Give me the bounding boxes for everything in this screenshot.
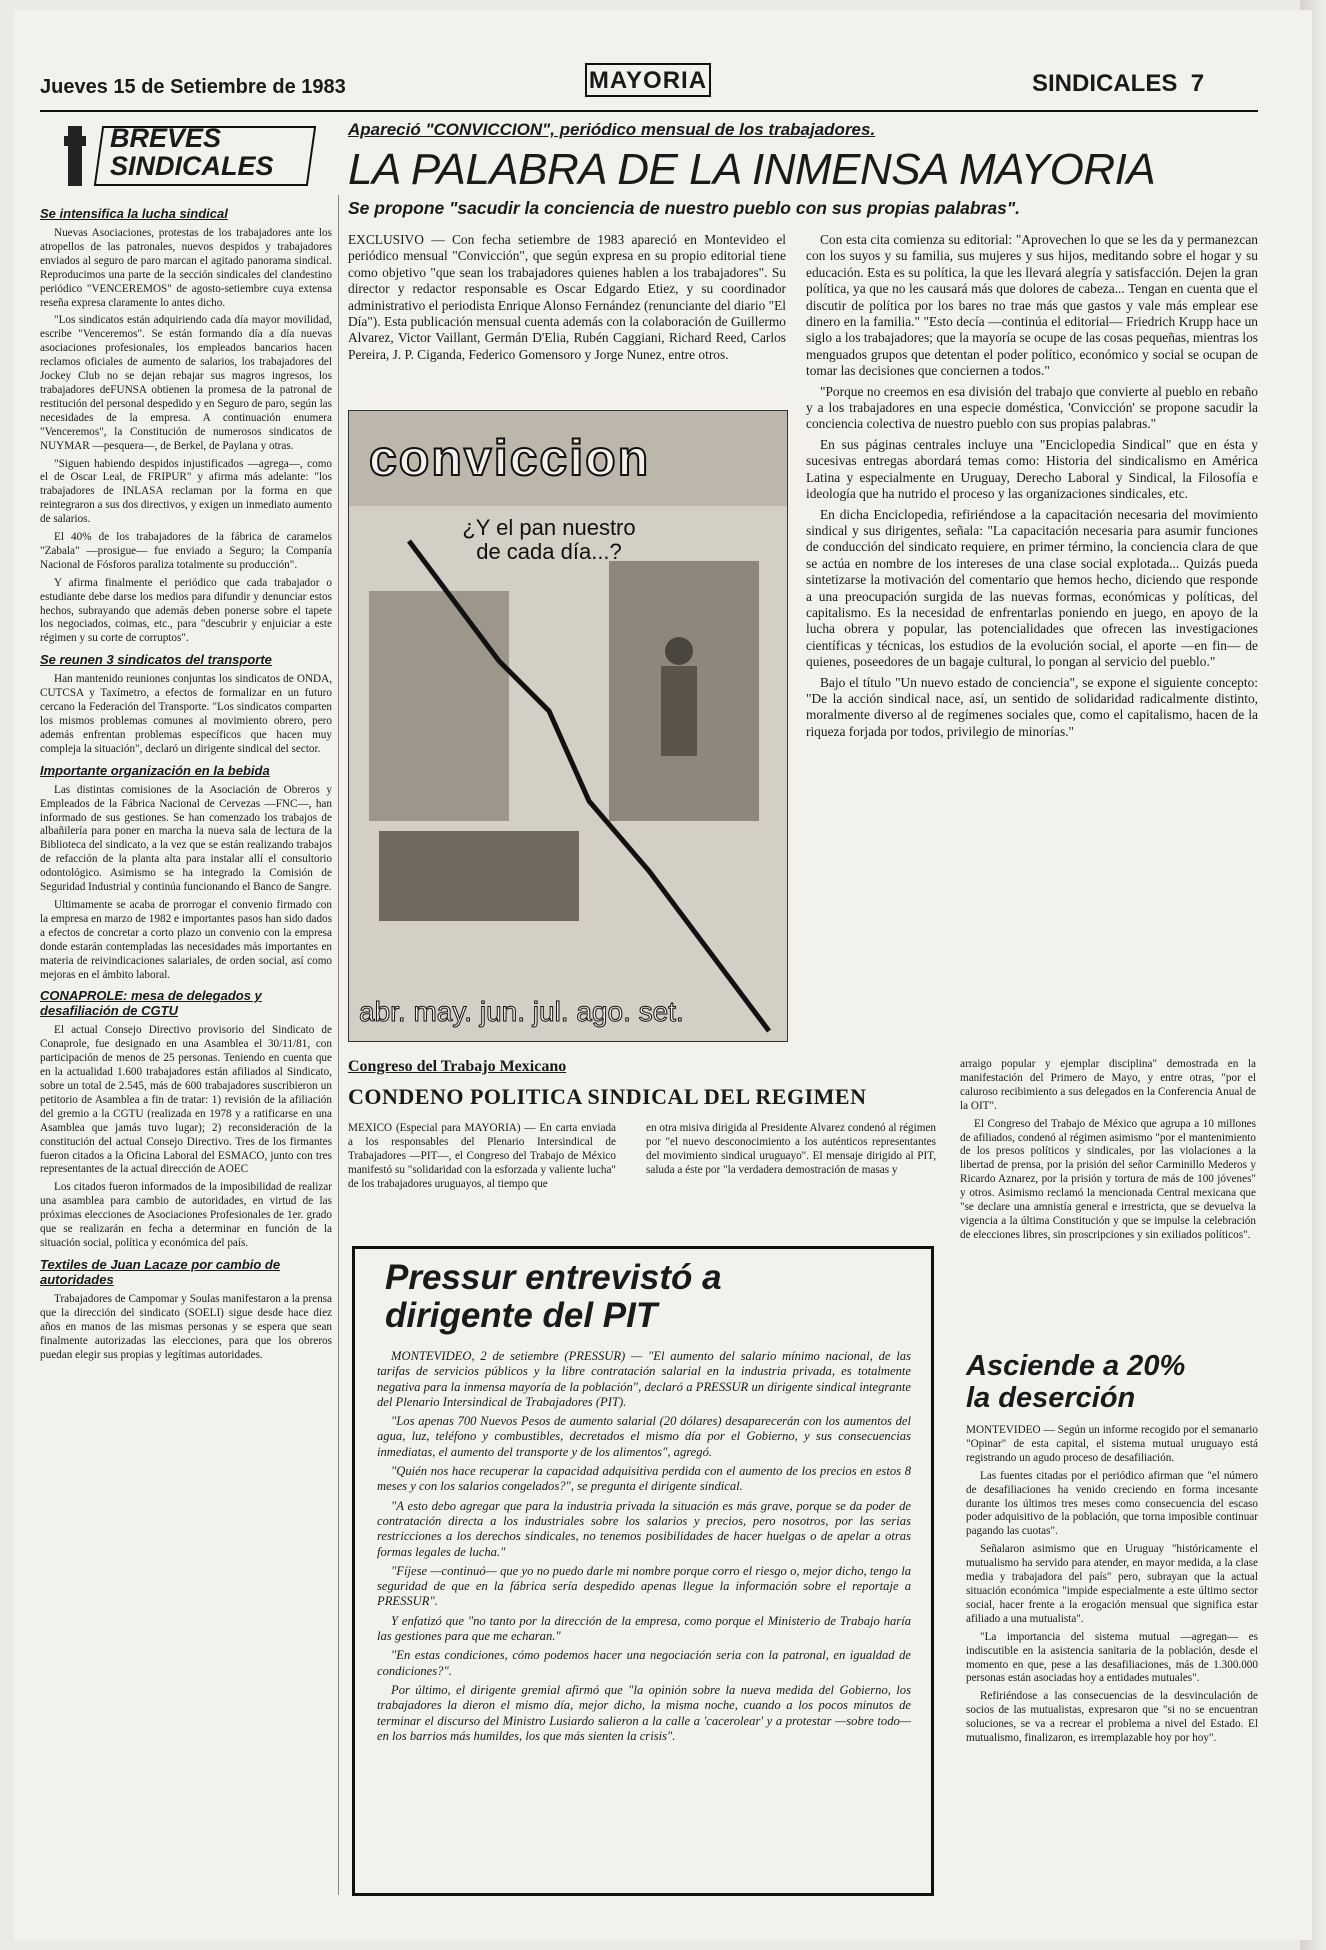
breves-paragraph: Y afirma finalmente el periódico que cada trabajador o estudiante debe darse los medios para difundir y denunciar estos hechos, subrayando que además deben ponerse sobre el tapete los negociados, coimas, etc., para "descubrir y enjuiciar a este régimen y su corte de corruptos". — [40, 576, 332, 645]
pressur-paragraph: "En estas condiciones, cómo podemos hacer una negociación seria con la patronal, en igualdad de condiciones?". — [377, 1648, 911, 1678]
article-paragraph: Bajo el título "Un nuevo estado de conciencia", se expone el siguiente concepto: "De la acción sindical nace, así, un sentido de solidaridad radicalmente distinto, moralmente diverso al de regímenes sociales que, como el capitalismo, hacen de la riqueza forjada por todos, privilegio de minorías." — [806, 674, 1258, 739]
breves-paragraph: Los citados fueron informados de la imposibilidad de realizar una asamblea para cambio de autoridades, en virtud de las próximas elecciones de Asociaciones Profesionales de 1er. grado que se realizarán en fecha a determinar en función de la situación social, política y económica del país. — [40, 1181, 332, 1249]
article-deck: Se propone "sacudir la conciencia de nuestro pueblo con sus propias palabras". — [348, 198, 1021, 218]
breves-heading: Importante organización en la bebida — [40, 762, 270, 778]
breves-title-2: SINDICALES — [110, 151, 274, 181]
header-rule — [40, 110, 1258, 112]
breves-paragraph: Trabajadores de Campomar y Soulas manifestaron a la prensa que la dirección del sindicato (SOELI) sigue desde hace diez años en manos de las mismas personas y se espera que sean finalmente autorizadas las elecciones, para que los obreros puedan elegir sus propias y legítimas autoridades. — [40, 1292, 332, 1361]
pressur-box — [352, 1246, 934, 1896]
congreso-col1 — [348, 1122, 616, 1196]
breves-paragraph: Nuevas Asociaciones, protestas de los trabajadores ante los atropellos de las patronales, nuevos despidos y trabajadores enviados al seguro de paro marcan el agitado panorama sindical. Reproducimos una parte de la sección sindicales del clandestino periódico "VENCEREMOS" de agosto-setiembre cuya extensa reseña expresa claramente lo antes dicho. — [40, 227, 332, 309]
cover-masthead: conviccion — [369, 430, 651, 486]
pressur-paragraph: Por último, el dirigente gremial afirmó que "la opinión sobre la nueva medida del Gobierno, los trabajadores la dieron el mismo día, mejor dicho, la misma noche, cuando a los pocos minutos de terminar el discurso del Ministro Lusiardo salieron a la calle a 'cacerolear' y a protestar —sobre todo— en los barrios más humildes, los que más sienten la crisis". — [377, 1682, 911, 1743]
article-paragraph: Con esta cita comienza su editorial: "Aprovechen lo que se les da y permanezcan con los suyos y su familia, sus mujeres y sus hijos, meditando sobre el hogar y su educación. Esta es su política, la que les llevará alegría y satisfacción. Dejen la gran política, ya que no les causará más que dolores de cabeza... Tengan en cuenta que el discutir de política por los bares no trae más que gastos y vale más emplear ese dinero en la familia." "Esto decía —continúa el editorial— Friedrich Krupp hace un siglo a los trabajadores; que la mayoría se ocupe de las cosas pequeñas, mientras los menguados grupos que detentan el poder político, económico y social se ocupan de tomar las decisiones que conciernen a todos." — [806, 232, 1258, 379]
pressur-paragraph: MONTEVIDEO, 2 de setiembre (PRESSUR) — "El aumento del salario mínimo nacional, de las tarifas de servicios públicos y la libre contratación salarial en la industria privada, es totalmente negativa para la inmensa mayoría de la población", declaró a PRESSUR un dirigente sindical integrante del Plenario Intersindical de Trabajadores (PIT). — [377, 1349, 911, 1409]
pressur-paragraph: "Fíjese —continuó— que yo no puedo darle mi nombre porque corro el riesgo o, mejor dicho, tengo la seguridad de que en la fábrica sería despedido apenas llegue la información sobre el reportaje a PRESSUR". — [377, 1563, 911, 1609]
pressur-headline-1: Pressur entrevistó a — [385, 1258, 722, 1297]
breves-heading: Se intensifica la lucha sindical — [40, 206, 228, 221]
breves-paragraph: El 40% de los trabajadores de la fábrica de caramelos "Zabala" —prosigue— fue enviado a Seguro; la Companía Nacional de Fósforos paraliza totalmente su producción". — [40, 531, 332, 571]
breves-heading: CONAPROLE: mesa de delegados y desafiliación de CGTU — [40, 988, 262, 1019]
article-lead — [348, 232, 786, 367]
pressur-paragraph: Y enfatizó que "no tanto por la dirección de la empresa, como porque el Ministerio de Trabajo haría las gestiones para que me echaran." — [377, 1613, 911, 1644]
breves-paragraph: Han mantenido reuniones conjuntas los sindicatos de ONDA, CUTCSA y Taxímetro, a efectos de formalizar en un futuro cercano la Federación del Transporte. "Los sindicatos comparten los mismos problemas comunes al movimiento obrero, pero además enfrentan problemas específicos que hacen muy compleja la situación", declaró un dirigente sindical del sector. — [40, 673, 332, 755]
breves-heading: Se reunen 3 sindicatos del transporte — [40, 652, 272, 668]
pressur-paragraph: "A esto debo agregar que para la industria privada la situación es más grave, porque se da poder de contratación directa a los industriales sobre los salarios y precios, pero nosotros, por las serias restricciones a los derechos sindicales, no tenemos posibilidades de hacer huelgas o de apelar a otras formas legales de lucha." — [377, 1498, 911, 1559]
breves-heading: Textiles de Juan Lacaze por cambio de autoridades — [40, 1256, 281, 1287]
pressur-headline-2: dirigente del PIT — [385, 1296, 658, 1335]
asciende-body — [966, 1424, 1258, 1750]
asciende-paragraph: Refiriéndose a las consecuencias de la desvinculación de socios de las mutualistas, expresaron que "si no se encuentran soluciones, se va a recrear el problema a nivel del Estado. El mutualismo, finalizaron, es irremplazable hoy por hoy". — [966, 1690, 1258, 1745]
issue-date: Jueves 15 de Setiembre de 1983 — [40, 76, 346, 98]
breves-paragraph: "Siguen habiendo despidos injustificados —agrega—, como el de Oscar Leal, de FRIPUR" y afirma más adelante: "los trabajadores de INLASA reclaman por la forma en que reintegraron a sus dos directivos, y exigen un inmediato aumento de salarios. — [40, 457, 332, 526]
section-title: SINDICALES 7 — [1032, 70, 1205, 97]
breves-paragraph: "Los sindicatos están adquiriendo cada día mayor movilidad, escribe "Venceremos". Se están formando día a día nuevas asociaciones profesionales, los empleados bancarios hacen reclamos oficiales de aumento de salarios, los trabajadores del Jockey Club no se dejan rebajar sus magros ingresos, los trabajadores deFUNSA obtienen la promesa de la patronal de restitución del personal despedido y en Seguro de paro, según las necesidades de la empresa. A continuación enumera "Venceremos", la Constitución de numerosos sindicatos de NUYMAR —pesquera—, de Berkel, de Paylana y otras. — [40, 314, 332, 452]
article-paragraph: En sus páginas centrales incluye una "Enciclopedia Sindical" que en ésta y sucesivas entregas abordará temas como: Historia del sindicalismo en América Latina y especialmente en Uruguay, Derecho Laboral y Sindical, la Filosofía e ideología que ha nutrido el proceso y las organizaciones sindicales, etc. — [806, 436, 1258, 502]
congreso-headline: CONDENO POLITICA SINDICAL DEL REGIMEN — [348, 1084, 867, 1109]
pressur-paragraph: "Los apenas 700 Nuevos Pesos de aumento salarial (20 dólares) desaparecerán con los aumentos del agua, luz, teléfono y combustibles, decretados el mismo día por el Gobierno, y sus consecuencias inmediatas, el aumento del transporte y de los alimentos", agregó. — [377, 1414, 911, 1459]
column-rule — [338, 195, 339, 1895]
asciende-paragraph: MONTEVIDEO — Según un informe recogido por el semanario "Opinar" de esta capital, el sistema mutual uruguayo está registrando un agudo proceso de desafiliación. — [966, 1424, 1258, 1464]
asciende-paragraph: "La importancia del sistema mutual —agregan— es indiscutible en la asistencia sanitaria de la población, desde el momento en que, pese a las desafiliaciones, más de 1.300.000 personas están asociadas hoy a entidades mutuales". — [966, 1630, 1258, 1685]
congreso-paragraph: MEXICO (Especial para MAYORIA) — En carta enviada a los responsables del Plenario Intersindical de Trabajadores —PIT—, el Congreso del Trabajo de México manifestó su "solidaridad con la esforzada y valiente lucha" de los trabajadores uruguayos, al tiempo que — [348, 1122, 616, 1190]
asciende-paragraph: Las fuentes citadas por el periódico afirman que "el número de desafiliaciones ha venido creciendo en forma incesante durante los últimos tres meses como consecuencia del escaso poder adquisitivo de la población, que torna imposible continuar pagando las cuotas". — [966, 1469, 1258, 1538]
article-body-right — [806, 232, 1258, 744]
congreso-paragraph: en otra misiva dirigida al Presidente Alvarez condenó al régimen por "el nuevo desconocimiento a los auténticos representantes del movimiento sindical uruguayo". El mensaje dirigido al PIT, saluda a éste por "la verdadera demostración de masas y — [646, 1122, 936, 1176]
cover-illustration — [349, 411, 787, 1041]
article-paragraph: En dicha Enciclopedia, refiriéndose a la capacitación necesaria del movimiento sindical y sus dirigentes, señala: "La capacitación necesaria para asumir funciones de conducción del sindicato requiere, en primer término, la conciencia clara de que se actúa en nombre de los intereses de una clase social explotada... Quizás pueda sintetizarse la motivación del comentario que hemos hecho, diciendo que responde a una preocupación surgida de las nuevas formas, económicas y políticas, del capitalismo. Es la necesidad de enfrentarlas poniendo en juego, en apoyo de la lucha obrera y popular, las potencialidades que ofrecen las investigaciones científicas y técnicas, los estudios de la evolución social, el aporte —en fin— de quienes, poseedores de un bagaje cultural, lo pongan al servicio del pueblo." — [806, 506, 1258, 670]
cover-months: abr. may. jun. jul. ago. set. — [359, 996, 684, 1027]
breves-paragraph: El actual Consejo Directivo provisorio del Sindicato de Conaprole, fue designado en una Asamblea el 30/11/81, con participación de menos de 25 personas. Teniendo en cuenta que en la actualidad 1.600 trabajadores están afiliados al Sindicato, sobre un total de 2.545, más de 600 trabajadores suscribieron un petitorio de Asamblea a fin de tratar: 1) revisión de la afiliación del gremio a la CGTU (realizada en 1978 y a ratificarse en una Asamblea que jamás tuvo lugar); 2) reconsideración de la constitución del actual Consejo Directivo. Tres de los firmantes fueron citados a la Oficina Laboral del ESMACO, junto con tres representantes de la actual dirección de AOEC — [40, 1024, 332, 1176]
article-paragraph: "Porque no creemos en esa división del trabajo que convierte al pueblo en rebaño y a los trabajadores en una especie doméstica, 'Convicción' se propone sacudir la conciencia colectiva de nuestro pueblo con sus propias palabras." — [806, 383, 1258, 432]
newspaper-logo: MAYORIA — [585, 63, 711, 97]
cover-headline: ¿Y el pan nuestro de cada día...? — [462, 515, 636, 564]
breves-body — [40, 227, 332, 646]
breves-paragraph: Ultimamente se acaba de prorrogar el convenio firmado con la empresa en marzo de 1982 e importantes pasos han sido dados a efectos de concretar a corto plazo un convenio con la empresa donde estarán contempladas las necesidades más importantes en materia de reivindicaciones salariales, de orden social, así como mejoras en el ámbito laboral. — [40, 898, 332, 981]
breves-column — [40, 200, 332, 1366]
lead-paragraph: EXCLUSIVO — Con fecha setiembre de 1983 apareció en Montevideo el periódico mensual "Convicción", que según expresa en su propio editorial tiene como objetivo "que sean los trabajadores quienes hablen a los trabajadores". Su director y redactor responsable es Oscar Edgardo Etiez, y su coordinador administrativo el periodista Enrique Alonso Fernández (renunciante del diario "El Día"). Esta publicación mensual cuenta además con la colaboración de Guillermo Alvarez, Victor Vaillant, Germán D'Elia, Rubén Caggiani, Richard Reed, Carlos Pereira, J. P. Ciganda, Federico Gomensoro y Jorge Nunez, entre otros. — [348, 232, 786, 362]
pressur-paragraph: "Quién nos hace recuperar la capacidad adquisitiva perdida con el aumento de los precios en estos 8 meses y con los salarios congelados?", se pregunta el dirigente sindical. — [377, 1464, 911, 1494]
article-headline: LA PALABRA DE LA INMENSA MAYORIA — [348, 145, 1156, 194]
asciende-paragraph: Señalaron asimismo que en Uruguay "históricamente el mutualismo ha servido para atender, en mayor medida, a la clase media y trabajadora del país" pero, subrayan que la actual situación económica "impide especialmente a este último sector social, hacer frente a la erogación mensual que significa estar afiliado a una mutualista". — [966, 1543, 1258, 1625]
asciende-headline-1: Asciende a 20% — [966, 1350, 1186, 1382]
breves-sindicales-logo — [40, 120, 332, 190]
congreso-paragraph: El Congreso del Trabajo de México que agrupa a 10 millones de afiliados, condenó al régimen asimismo "por el mantenimiento de los presos políticos y sindicales, por las violaciones a la libertad de prensa, por la prisión del señor Carminillo Mederos y Ricardo Aznarez, por la prisión y tortura de más de 100 jóvenes" y otros. Asimismo reclamó la mencionada Central mexicana que "se declare una amnistía general e irrestricta, que se devuelva la vigencia a la última Constitución y que se impulse la celebración de elecciones libres, sin proscripciones y sin exiliados políticos". — [960, 1117, 1256, 1241]
article-kicker: Apareció "CONVICCION", periódico mensual de los trabajadores. — [348, 120, 876, 139]
congreso-kicker: Congreso del Trabajo Mexicano — [348, 1058, 567, 1075]
raised-fist-icon — [56, 122, 96, 188]
asciende-headline — [966, 1350, 1266, 1414]
asciende-headline-2: la deserción — [966, 1382, 1136, 1414]
conviccion-cover-image — [348, 410, 788, 1042]
congreso-col3 — [960, 1058, 1256, 1247]
breves-title-1: BREVES — [110, 123, 222, 153]
congreso-paragraph: arraigo popular y ejemplar disciplina" demostrada en la manifestación del Primero de Mayo, y entre otras, "por el caluroso recibimiento a sus delegados en la Conferencia Anual de la OIT". — [960, 1058, 1256, 1112]
page-number: 7 — [1190, 70, 1205, 97]
breves-paragraph: Las distintas comisiones de la Asociación de Obreros y Empleados de la Fábrica Nacional de Cervezas —FNC—, han informado de sus gestiones. Se han comenzado los trabajos de albañilería para poner en marcha la nueva sala de lectura de la Biblioteca del sindicato, a la vez que se están realizando trabajos de refacción de la planta alta para instalar allí el consultorio odontológico. Asimismo se ha integrado la Comisión de Seguridad Industrial y continúa funcionando el Banco de Sangre. — [40, 783, 332, 894]
congreso-col2 — [646, 1122, 936, 1182]
pressur-body — [377, 1349, 911, 1748]
